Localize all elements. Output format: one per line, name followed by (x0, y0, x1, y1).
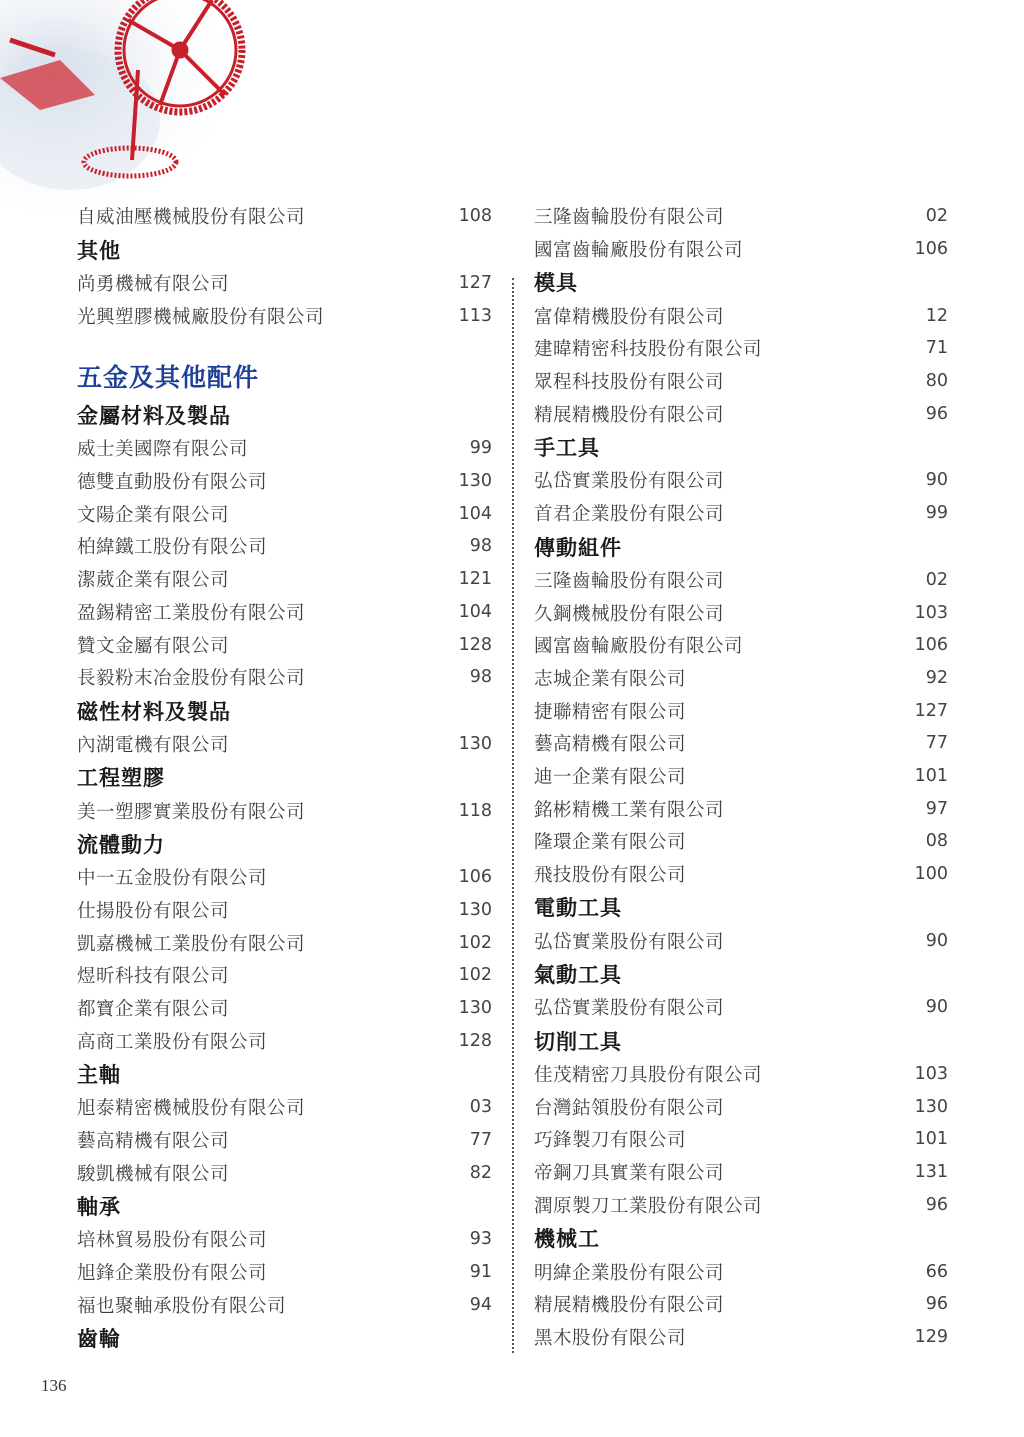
category-heading: 電動工具 (534, 896, 622, 921)
directory-entry (534, 200, 948, 233)
company-name: 志城企業有限公司 (534, 668, 687, 690)
directory-entry (77, 959, 492, 992)
company-name: 旭泰精密機械股份有限公司 (77, 1098, 306, 1120)
directory-entry (534, 1090, 948, 1123)
company-name: 國富齒輪廠股份有限公司 (534, 636, 744, 658)
directory-entry (77, 563, 492, 596)
directory-entry (534, 332, 948, 365)
company-name: 內湖電機有限公司 (77, 734, 230, 756)
page-ref: 101 (914, 1129, 948, 1150)
page-ref: 103 (914, 1064, 948, 1085)
directory-entry (77, 1156, 492, 1189)
section-heading: 五金及其他配件 (77, 363, 260, 393)
page-ref: 12 (925, 305, 948, 326)
page-ref: 130 (458, 471, 492, 492)
category-heading: 傳動組件 (534, 535, 622, 560)
page-ref: 82 (469, 1162, 492, 1183)
page-ref: 121 (458, 569, 492, 590)
right-column (534, 200, 948, 1353)
directory-entry (77, 200, 492, 233)
company-name: 駿凱機械有限公司 (77, 1163, 230, 1185)
directory-entry (534, 1321, 948, 1354)
directory-entry (77, 794, 492, 827)
directory-entry (77, 1091, 492, 1124)
page-ref: 102 (458, 965, 492, 986)
directory-entry (534, 825, 948, 858)
page-ref: 98 (469, 667, 492, 688)
company-name: 都寶企業有限公司 (77, 999, 230, 1021)
company-name: 巧鋒製刀有限公司 (534, 1130, 687, 1152)
company-name: 文陽企業有限公司 (77, 504, 230, 526)
category-heading: 流體動力 (77, 832, 165, 857)
company-name: 仕揚股份有限公司 (77, 900, 230, 922)
directory-entry (534, 1156, 948, 1189)
gear-illustration-icon (0, 0, 270, 215)
page-ref: 77 (925, 733, 948, 754)
directory-entry (534, 397, 948, 430)
company-name: 富偉精機股份有限公司 (534, 306, 725, 328)
company-name: 久鋼機械股份有限公司 (534, 603, 725, 625)
directory-entry (77, 596, 492, 629)
left-column (77, 200, 492, 1355)
company-name: 潔葳企業有限公司 (77, 570, 230, 592)
company-name: 威士美國際有限公司 (77, 439, 249, 461)
page-ref: 106 (914, 239, 948, 260)
directory-entry (77, 1289, 492, 1322)
company-name: 潤原製刀工業股份有限公司 (534, 1195, 763, 1217)
page-ref: 94 (469, 1294, 492, 1315)
directory-entry (77, 894, 492, 927)
page-ref: 02 (925, 206, 948, 227)
page-ref: 91 (469, 1262, 492, 1283)
directory-entry (534, 564, 948, 597)
company-name: 明緯企業股份有限公司 (534, 1262, 725, 1284)
company-name: 旭鋒企業股份有限公司 (77, 1263, 268, 1285)
directory-entry (534, 792, 948, 825)
category-heading: 模具 (534, 271, 578, 296)
directory-entry (534, 694, 948, 727)
directory-entry (534, 991, 948, 1024)
page-ref: 102 (458, 932, 492, 953)
company-name: 帝鋼刀具實業有限公司 (534, 1163, 725, 1185)
directory-entry (534, 858, 948, 891)
directory-entry (77, 1223, 492, 1256)
page-ref: 106 (458, 867, 492, 888)
company-name: 培林貿易股份有限公司 (77, 1230, 268, 1252)
page-ref: 101 (914, 765, 948, 786)
page-ref: 66 (925, 1261, 948, 1282)
page-ref: 106 (914, 635, 948, 656)
page-ref: 77 (469, 1130, 492, 1151)
category-heading: 軸承 (77, 1195, 121, 1220)
directory-entry (77, 299, 492, 332)
page-ref: 104 (458, 601, 492, 622)
company-name: 中一五金股份有限公司 (77, 868, 268, 890)
page-ref: 118 (458, 800, 492, 821)
page-ref: 130 (458, 899, 492, 920)
page-ref: 127 (458, 273, 492, 294)
company-name: 迪一企業有限公司 (534, 766, 687, 788)
directory-entry (77, 465, 492, 498)
directory-entry (534, 1189, 948, 1222)
page-ref: 100 (914, 864, 948, 885)
directory-entry (77, 1024, 492, 1057)
company-name: 藝高精機有限公司 (77, 1131, 230, 1153)
directory-entry (534, 464, 948, 497)
page-ref: 113 (458, 305, 492, 326)
directory-entry (77, 728, 492, 761)
page-ref: 71 (925, 338, 948, 359)
page-ref: 99 (469, 438, 492, 459)
company-name: 精展精機股份有限公司 (534, 1295, 725, 1317)
directory-entry (534, 662, 948, 695)
page-ref: 96 (925, 1294, 948, 1315)
company-name: 三隆齒輪股份有限公司 (534, 207, 725, 229)
company-name: 藝高精機有限公司 (534, 734, 687, 756)
company-name: 煜昕科技有限公司 (77, 966, 230, 988)
company-name: 國富齒輪廠股份有限公司 (534, 240, 744, 262)
company-name: 德雙直動股份有限公司 (77, 472, 268, 494)
company-name: 眾程科技股份有限公司 (534, 372, 725, 394)
company-name: 弘岱實業股份有限公司 (534, 998, 725, 1020)
directory-entry (77, 432, 492, 465)
directory-entry (534, 1123, 948, 1156)
company-name: 台灣鈷領股份有限公司 (534, 1097, 725, 1119)
directory-entry (77, 992, 492, 1025)
page-ref: 80 (925, 371, 948, 392)
category-heading: 磁性材料及製品 (77, 699, 231, 724)
page-ref: 108 (458, 206, 492, 227)
directory-entry (77, 861, 492, 894)
directory-entry (534, 365, 948, 398)
company-name: 高商工業股份有限公司 (77, 1031, 268, 1053)
directory-entry (534, 1288, 948, 1321)
category-heading: 齒輪 (77, 1327, 121, 1352)
page-ref: 131 (914, 1162, 948, 1183)
directory-entry (534, 629, 948, 662)
page-ref: 127 (914, 700, 948, 721)
directory-entry (77, 1256, 492, 1289)
directory-entry (534, 233, 948, 266)
directory-entry (534, 1058, 948, 1091)
category-heading: 手工具 (534, 436, 600, 461)
page-ref: 90 (925, 997, 948, 1018)
company-name: 光興塑膠機械廠股份有限公司 (77, 306, 325, 328)
company-name: 建暐精密科技股份有限公司 (534, 339, 763, 361)
page-ref: 03 (469, 1097, 492, 1118)
directory-entry (77, 530, 492, 563)
page-ref: 96 (925, 1194, 948, 1215)
page-ref: 128 (458, 634, 492, 655)
directory-entry (534, 760, 948, 793)
category-heading: 金屬材料及製品 (77, 404, 231, 429)
directory-entry (534, 299, 948, 332)
company-name: 福也聚軸承股份有限公司 (77, 1295, 287, 1317)
directory-entry (534, 924, 948, 957)
page-ref: 128 (458, 1030, 492, 1051)
company-name: 盈錫精密工業股份有限公司 (77, 602, 306, 624)
page-ref: 97 (925, 798, 948, 819)
category-heading: 機械工 (534, 1227, 600, 1252)
directory-entry (77, 628, 492, 661)
company-name: 弘岱實業股份有限公司 (534, 471, 725, 493)
category-heading: 主軸 (77, 1063, 121, 1088)
company-name: 銘彬精機工業有限公司 (534, 799, 725, 821)
directory-entry (77, 661, 492, 694)
company-name: 隆環企業有限公司 (534, 832, 687, 854)
column-divider (512, 278, 514, 1353)
directory-entry (534, 596, 948, 629)
company-name: 尚勇機械有限公司 (77, 274, 230, 296)
company-name: 捷聯精密有限公司 (534, 701, 687, 723)
page-ref: 129 (914, 1326, 948, 1347)
page-ref: 90 (925, 930, 948, 951)
directory-entry (534, 497, 948, 530)
category-heading: 氣動工具 (534, 963, 622, 988)
page-ref: 08 (925, 831, 948, 852)
company-name: 美一塑膠實業股份有限公司 (77, 801, 306, 823)
company-name: 黑木股份有限公司 (534, 1327, 687, 1349)
company-name: 精展精機股份有限公司 (534, 404, 725, 426)
page-ref: 130 (458, 733, 492, 754)
page-ref: 104 (458, 503, 492, 524)
company-name: 弘岱實業股份有限公司 (534, 931, 725, 953)
company-name: 長毅粉末冶金股份有限公司 (77, 668, 306, 690)
directory-entry (77, 497, 492, 530)
directory-entry (77, 1124, 492, 1157)
company-name: 飛技股份有限公司 (534, 865, 687, 887)
page-ref: 103 (914, 602, 948, 623)
company-name: 贊文金屬有限公司 (77, 635, 230, 657)
page-ref: 99 (925, 503, 948, 524)
category-heading: 切削工具 (534, 1029, 622, 1054)
company-name: 三隆齒輪股份有限公司 (534, 570, 725, 592)
page-ref: 02 (925, 569, 948, 590)
page-ref: 92 (925, 667, 948, 688)
company-name: 凱嘉機械工業股份有限公司 (77, 933, 306, 955)
page-ref: 130 (458, 998, 492, 1019)
company-name: 自威油壓機械股份有限公司 (77, 207, 306, 229)
category-heading: 工程塑膠 (77, 766, 165, 791)
page-ref: 96 (925, 403, 948, 424)
directory-entry (534, 727, 948, 760)
spacer (77, 332, 492, 354)
directory-entry (77, 926, 492, 959)
company-name: 柏緯鐵工股份有限公司 (77, 537, 268, 559)
page-ref: 98 (469, 536, 492, 557)
company-name: 首君企業股份有限公司 (534, 504, 725, 526)
company-name: 佳茂精密刀具股份有限公司 (534, 1065, 763, 1087)
page-number: 136 (41, 1376, 67, 1395)
directory-entry (534, 1255, 948, 1288)
page-ref: 93 (469, 1229, 492, 1250)
category-heading: 其他 (77, 238, 121, 263)
page-ref: 90 (925, 470, 948, 491)
page-ref: 130 (914, 1096, 948, 1117)
directory-entry (77, 267, 492, 300)
